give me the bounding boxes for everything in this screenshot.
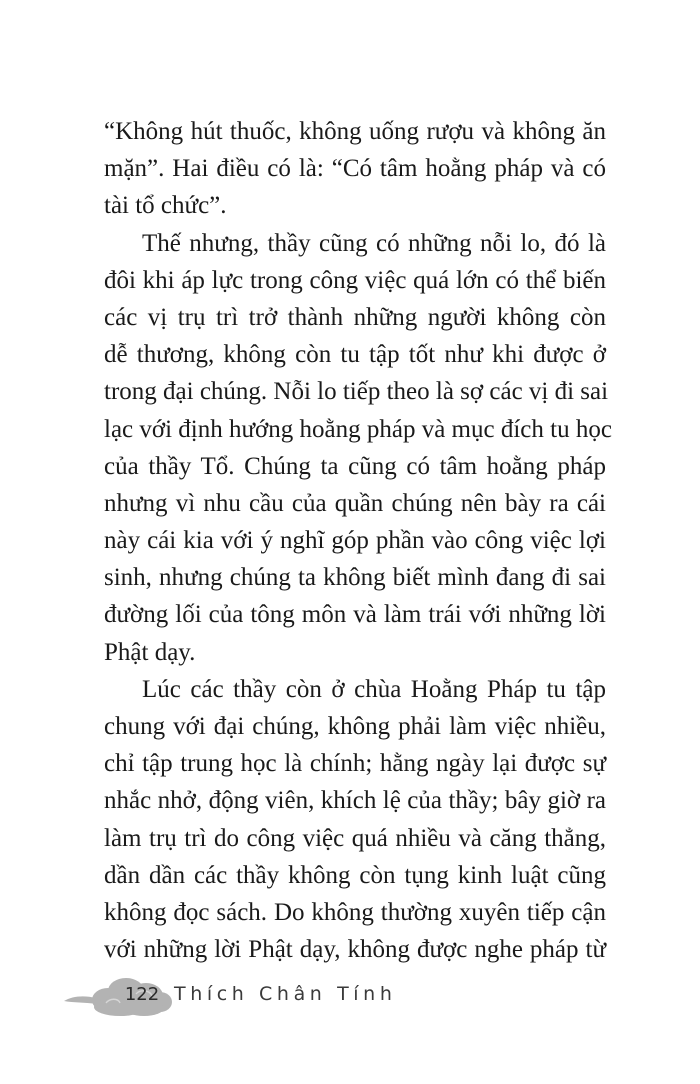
text-line: của thầy Tổ. Chúng ta cũng có tâm hoằng pháp	[104, 452, 606, 480]
text-line: với những lời Phật dạy, không được nghe pháp từ	[104, 936, 606, 964]
body-text	[104, 113, 612, 968]
text-line: Phật dạy.	[104, 638, 196, 666]
paragraph-3	[104, 671, 606, 969]
text-line: trong đại chúng. Nỗi lo tiếp theo là sợ các vị đi sai	[104, 378, 609, 406]
text-line: nhắc nhở, động viên, khích lệ của thầy; bây giờ ra	[104, 787, 606, 815]
text-line: chỉ tập trung học là chính; hằng ngày lại được sự	[104, 750, 606, 778]
text-line: Lúc các thầy còn ở chùa Hoằng Pháp tu tập	[142, 675, 606, 703]
author-name: Thích Chân Tính	[174, 983, 397, 1005]
text-line: Thế nhưng, thầy cũng có những nỗi lo, đó là	[142, 229, 606, 257]
text-line: đôi khi áp lực trong công việc quá lớn có thể biến	[104, 266, 606, 294]
text-line: sinh, nhưng chúng ta không biết mình đang đi sai	[104, 564, 606, 592]
text-line: không đọc sách. Do không thường xuyên tiếp cận	[104, 898, 606, 926]
page-footer	[62, 974, 462, 1024]
text-line: “Không hút thuốc, không uống rượu và không ăn	[104, 118, 606, 145]
text-line: nhưng vì nhu cầu của quần chúng nên bày ra cái	[104, 489, 606, 517]
text-line: dần dần các thầy không còn tụng kinh luật cũng	[104, 861, 606, 889]
page-number: 122	[124, 984, 160, 1005]
text-line: này cái kia với ý nghĩ góp phần vào công việc lợi	[104, 527, 606, 555]
text-line: làm trụ trì do công việc quá nhiều và căng thẳng,	[104, 824, 606, 852]
text-line: dễ thương, không còn tu tập tốt như khi được ở	[104, 341, 606, 369]
text-line: đường lối của tông môn và làm trái với những lời	[104, 601, 606, 629]
paragraph-2	[104, 225, 612, 671]
text-line: chung với đại chúng, không phải làm việc nhiều,	[104, 713, 606, 740]
text-line: tài tổ chức”.	[104, 192, 227, 220]
text-line: mặn”. Hai điều có là: “Có tâm hoằng pháp và có	[104, 155, 606, 183]
paragraph-1	[104, 113, 606, 225]
text-line: lạc với định hướng hoằng pháp và mục đích tu học	[104, 415, 612, 443]
text-line: các vị trụ trì trở thành những người không còn	[104, 303, 606, 331]
